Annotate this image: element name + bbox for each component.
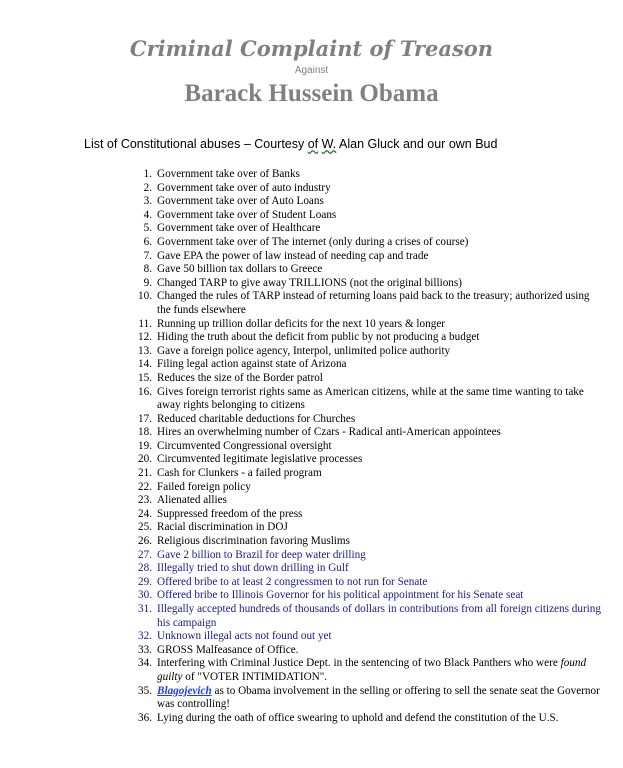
item-number: 28. (138, 562, 152, 575)
item-text: Gave EPA the power of law instead of needing cap and trade (157, 249, 429, 262)
item-number: 27. (138, 548, 152, 561)
list-item (132, 576, 602, 590)
list-item (132, 589, 602, 603)
item-text: Suppressed freedom of the press (157, 507, 303, 520)
item-number: 20. (138, 453, 152, 466)
item-text: Government take over of Healthcare (157, 222, 321, 235)
list-item (132, 318, 602, 332)
item-number: 18. (138, 426, 152, 439)
item-text: Unknown illegal acts not found out yet (157, 630, 332, 643)
list-item (132, 168, 602, 182)
list-item (132, 630, 602, 644)
list-item (132, 562, 602, 576)
list-item (132, 413, 602, 427)
list-item (132, 372, 602, 386)
item-number: 16. (138, 385, 152, 398)
item-text: Filing legal action against state of Arizona (157, 358, 347, 371)
item-number: 15. (138, 371, 152, 384)
item-text: Changed the rules of TARP instead of returning loans paid back to the treasury; authorized using the funds elsewhere (157, 290, 590, 316)
list-item (132, 467, 602, 481)
abuses-list (132, 168, 602, 725)
item-text: Illegally accepted hundreds of thousands of dollars in contributions from all foreign citizens during his campaign (157, 603, 601, 629)
list-item (132, 712, 602, 726)
item-number: 5. (143, 222, 152, 235)
item-number: 17. (138, 412, 152, 425)
list-item (132, 222, 602, 236)
item-text: Offered bribe to Illinois Governor for his political appointment for his Senate seat (157, 589, 524, 602)
list-item (132, 549, 602, 563)
item-number: 30. (138, 589, 152, 602)
list-item (132, 685, 602, 712)
item-number: 7. (143, 249, 152, 262)
item-text: Failed foreign policy (157, 480, 251, 493)
item-text: Religious discrimination favoring Muslims (157, 535, 350, 548)
item-number: 26. (138, 535, 152, 548)
list-item (132, 657, 602, 684)
item-number: 12. (138, 331, 152, 344)
list-item (132, 358, 602, 372)
item-number: 35. (138, 684, 152, 697)
item-text: Racial discrimination in DOJ (157, 521, 288, 534)
item-number: 8. (143, 263, 152, 276)
list-item (132, 535, 602, 549)
item-number: 10. (138, 290, 152, 303)
item-number: 22. (138, 480, 152, 493)
intro-line (84, 137, 604, 151)
item-number: 33. (138, 643, 152, 656)
list-item (132, 440, 602, 454)
item-number: 4. (143, 208, 152, 221)
item-text: Government take over of Student Loans (157, 208, 337, 221)
item-text: as to Obama involvement in the selling or offering to sell the senate seat the Governor was controlling! (157, 684, 600, 711)
intro-text: List of Constitutional abuses – Courtesy (84, 137, 308, 151)
list-item (132, 426, 602, 440)
item-text: Illegally tried to shut down drilling in Gulf (157, 562, 349, 575)
blagojevich-link[interactable]: Blagojevich (157, 684, 212, 697)
list-item (132, 453, 602, 467)
list-item (132, 345, 602, 359)
intro-rest: Alan Gluck and our own Bud (336, 137, 498, 151)
item-text: GROSS Malfeasance of Office. (157, 643, 299, 656)
item-text: Reduced charitable deductions for Churches (157, 412, 356, 425)
intro-initial: W. (321, 137, 337, 151)
item-number: 31. (138, 603, 152, 615)
item-number: 2. (143, 181, 152, 194)
list-item (132, 494, 602, 508)
item-text-end: of "VOTER INTIMIDATION". (182, 670, 328, 683)
list-item (132, 182, 602, 196)
list-item (132, 195, 602, 209)
item-text: Cash for Clunkers - a failed program (157, 467, 322, 480)
list-item (132, 331, 602, 345)
list-item (132, 290, 602, 317)
document-title: Criminal Complaint of Treason (129, 36, 494, 61)
item-number: 9. (143, 276, 152, 289)
item-text: Lying during the oath of office swearing to uphold and defend the constitution of the U.S. (157, 711, 559, 724)
item-text: Government take over of The internet (only during a crises of course) (157, 235, 469, 248)
item-text: Hiding the truth about the deficit from public by not producing a budget (157, 331, 480, 344)
item-number: 25. (138, 521, 152, 534)
item-number: 34. (138, 657, 152, 670)
item-text: Circumvented legitimate legislative processes (157, 453, 363, 466)
item-number: 36. (138, 711, 152, 724)
list-item (132, 209, 602, 223)
item-text: Hires an overwhelming number of Czars - Radical anti-American appointees (157, 426, 501, 439)
item-number: 24. (138, 507, 152, 520)
item-number: 3. (143, 195, 152, 208)
against-label: Against (294, 65, 329, 76)
item-text: Offered bribe to at least 2 congressmen to not run for Senate (157, 575, 428, 588)
list-item (132, 508, 602, 522)
item-text: Running up trillion dollar deficits for the next 10 years & longer (157, 317, 446, 330)
intro-of: of (307, 137, 319, 151)
item-number: 19. (138, 439, 152, 452)
item-text: Gave a foreign police agency, Interpol, unlimited police authority (157, 344, 451, 357)
item-text-emphasis: found guilty (157, 657, 587, 683)
item-text: Gave 2 billion to Brazil for deep water drilling (157, 548, 366, 561)
item-number: 11. (138, 317, 152, 330)
item-text: Gave 50 billion tax dollars to Greece (157, 263, 323, 276)
item-number: 23. (138, 494, 152, 507)
item-text: Government take over of auto industry (157, 181, 331, 194)
item-text: Gives foreign terrorist rights same as American citizens, while at the same time wanting to take away rights belonging to citizens (157, 385, 584, 412)
list-item (132, 236, 602, 250)
item-text: Reduces the size of the Border patrol (157, 371, 323, 384)
list-item (132, 603, 602, 630)
defendant-name: Barack Hussein Obama (184, 80, 439, 107)
item-number: 13. (138, 344, 152, 357)
item-number: 29. (138, 575, 152, 588)
item-number: 21. (138, 467, 152, 480)
list-item (132, 481, 602, 495)
item-number: 32. (138, 630, 152, 643)
item-text: Changed TARP to give away TRILLIONS (not the original billions) (157, 276, 462, 289)
item-text: Circumvented Congressional oversight (157, 439, 332, 452)
item-text: Government take over of Auto Loans (157, 195, 324, 208)
item-text: Alienated allies (157, 494, 227, 507)
item-number: 1. (143, 168, 152, 180)
list-item (132, 521, 602, 535)
list-item (132, 386, 602, 413)
item-text: Interfering with Criminal Justice Dept. in the sentencing of two Black Panthers who were (157, 657, 561, 670)
item-text: Government take over of Banks (157, 168, 300, 180)
list-item (132, 250, 602, 264)
list-item (132, 263, 602, 277)
item-number: 6. (143, 235, 152, 248)
list-item (132, 644, 602, 658)
list-item (132, 277, 602, 291)
item-number: 14. (138, 358, 152, 371)
